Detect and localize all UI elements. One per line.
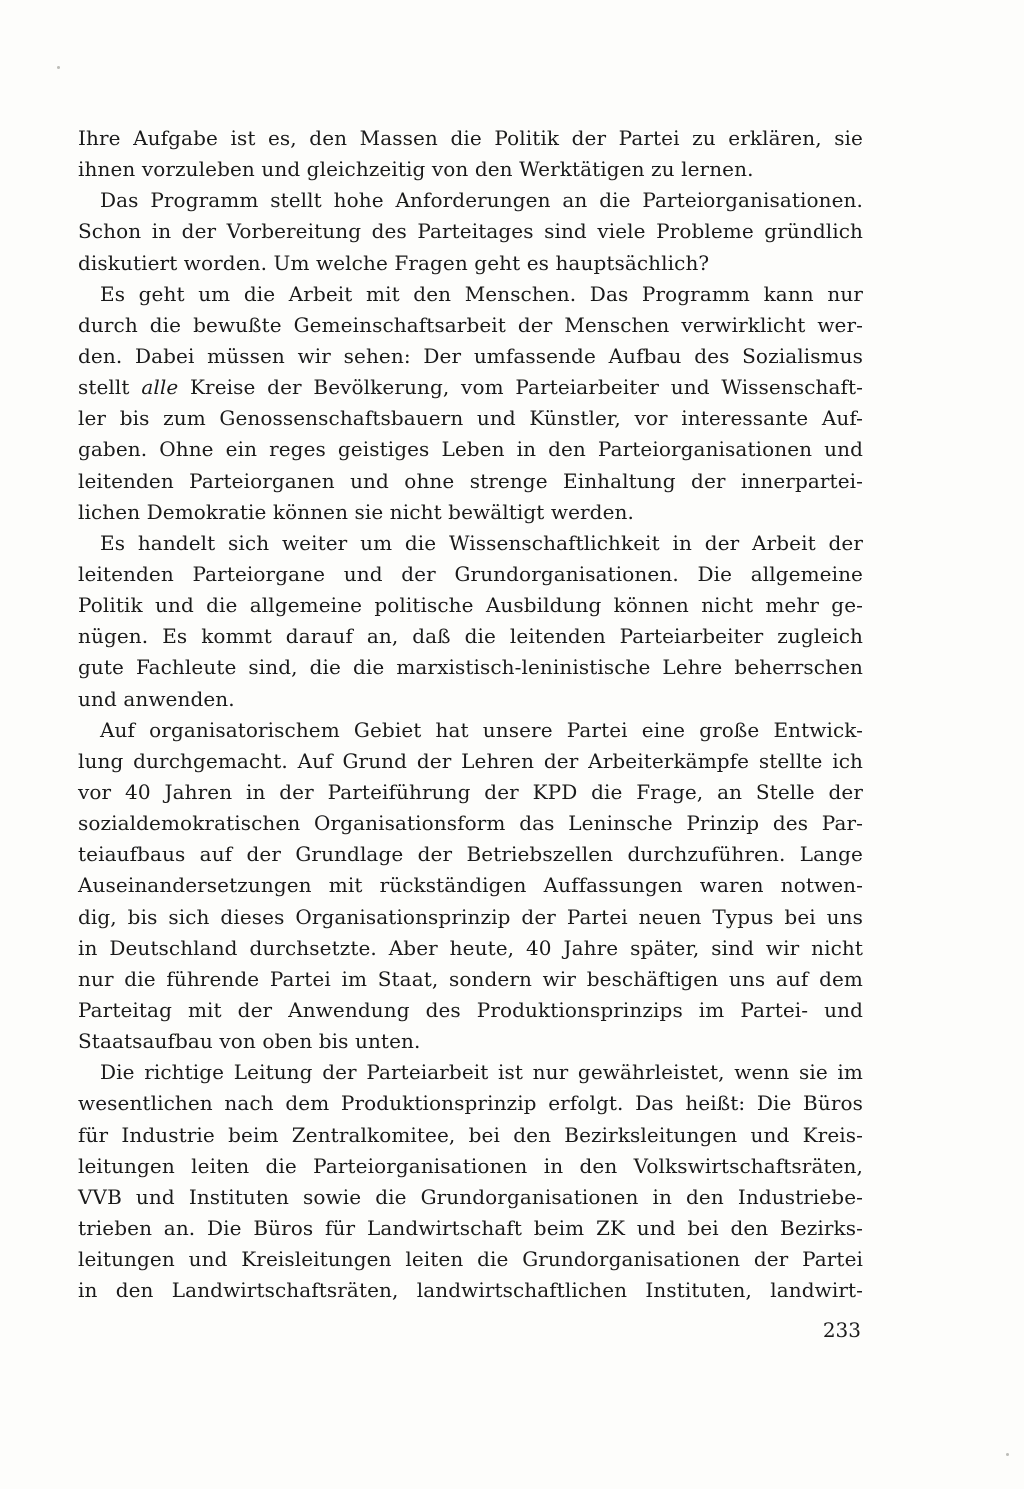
- paragraph: [78, 279, 863, 528]
- body-text: [78, 123, 863, 1306]
- text-line: lichen Demokratie können sie nicht bewältigt werden.: [78, 499, 634, 524]
- text-segment: stellt: [78, 375, 142, 400]
- text-line: Es handelt sich weiter um die Wissenschaftlichkeit in der Arbeit der: [100, 530, 863, 555]
- text-line: den. Dabei müssen wir sehen: Der umfassende Aufbau des Sozialismus: [78, 343, 863, 368]
- paper-speck: [57, 66, 60, 69]
- paragraph: [78, 185, 863, 278]
- text-line: Die richtige Leitung der Parteiarbeit ist nur gewährleistet, wenn sie im: [100, 1060, 863, 1085]
- text-line: in den Landwirtschaftsräten, landwirtschaftlichen Instituten, landwirt-: [78, 1278, 863, 1303]
- text-line: Das Programm stellt hohe Anforderungen an die Parteiorganisationen.: [100, 188, 863, 213]
- text-line: Auf organisatorischem Gebiet hat unsere Partei eine große Entwick-: [100, 717, 863, 742]
- text-line: Es geht um die Arbeit mit den Menschen. Das Programm kann nur: [100, 281, 863, 306]
- paragraph: [78, 528, 863, 715]
- paragraph: [78, 715, 863, 1058]
- text-line: Auseinandersetzungen mit rückständigen Auffassungen waren notwen-: [78, 873, 863, 898]
- page-number: 233: [822, 1318, 861, 1342]
- text-line: gute Fachleute sind, die die marxistisch-leninistische Lehre beherrschen: [78, 655, 863, 680]
- text-line: Schon in der Vorbereitung des Parteitages sind viele Probleme gründlich: [78, 219, 863, 244]
- text-line: für Industrie beim Zentralkomitee, bei den Bezirksleitungen und Kreis-: [78, 1122, 863, 1147]
- text-line: nügen. Es kommt darauf an, daß die leitenden Parteiarbeiter zugleich: [78, 624, 863, 649]
- text-line: leitenden Parteiorganen und ohne strenge Einhaltung der innerpartei-: [78, 468, 863, 493]
- text-line: ler bis zum Genossenschaftsbauern und Künstler, vor interessante Auf-: [78, 406, 863, 431]
- text-line: leitenden Parteiorgane und der Grundorganisationen. Die allgemeine: [78, 561, 863, 586]
- text-line: leitungen leiten die Parteiorganisationen in den Volkswirtschaftsräten,: [78, 1153, 863, 1178]
- text-line: dig, bis sich dieses Organisationsprinzip der Partei neuen Typus bei uns: [78, 904, 863, 929]
- text-line: durch die bewußte Gemeinschaftsarbeit der Menschen verwirklicht wer-: [78, 312, 863, 337]
- text-line: [78, 372, 863, 403]
- text-line: VVB und Instituten sowie die Grundorganisationen in den Industriebe-: [78, 1184, 863, 1209]
- emphasized-word: alle: [141, 375, 179, 400]
- text-segment: Kreise der Bevölkerung, vom Parteiarbeiter und Wissenschaft-: [178, 375, 863, 400]
- text-line: leitungen und Kreisleitungen leiten die Grundorganisationen der Partei: [78, 1247, 863, 1272]
- paragraph: [78, 1057, 863, 1306]
- text-line: lung durchgemacht. Auf Grund der Lehren der Arbeiterkämpfe stellte ich: [78, 748, 863, 773]
- text-line: nur die führende Partei im Staat, sondern wir beschäftigen uns auf dem: [78, 966, 863, 991]
- text-line: Politik und die allgemeine politische Ausbildung können nicht mehr ge-: [78, 593, 863, 618]
- text-line: vor 40 Jahren in der Parteiführung der KPD die Frage, an Stelle der: [78, 779, 863, 804]
- text-line: teiaufbaus auf der Grundlage der Betriebszellen durchzuführen. Lange: [78, 842, 863, 867]
- text-line: Ihre Aufgabe ist es, den Massen die Politik der Partei zu erklären, sie: [78, 126, 863, 150]
- paper-speck: [1006, 1453, 1009, 1456]
- text-line: diskutiert worden. Um welche Fragen geht es hauptsächlich?: [78, 250, 710, 275]
- text-line: Staatsaufbau von oben bis unten.: [78, 1029, 421, 1054]
- text-line: wesentlichen nach dem Produktionsprinzip erfolgt. Das heißt: Die Büros: [78, 1091, 863, 1116]
- text-line: trieben an. Die Büros für Landwirtschaft beim ZK und bei den Bezirks-: [78, 1215, 863, 1240]
- text-line: und anwenden.: [78, 686, 235, 711]
- text-line: in Deutschland durchsetzte. Aber heute, 40 Jahre später, sind wir nicht: [78, 935, 863, 960]
- text-line: Parteitag mit der Anwendung des Produktionsprinzips im Partei- und: [78, 997, 863, 1022]
- text-line: ihnen vorzuleben und gleichzeitig von den Werktätigen zu lernen.: [78, 157, 754, 182]
- text-line: gaben. Ohne ein reges geistiges Leben in den Parteiorganisationen und: [78, 437, 863, 462]
- text-line: sozialdemokratischen Organisationsform das Leninsche Prinzip des Par-: [78, 811, 863, 836]
- paragraph: [78, 123, 863, 185]
